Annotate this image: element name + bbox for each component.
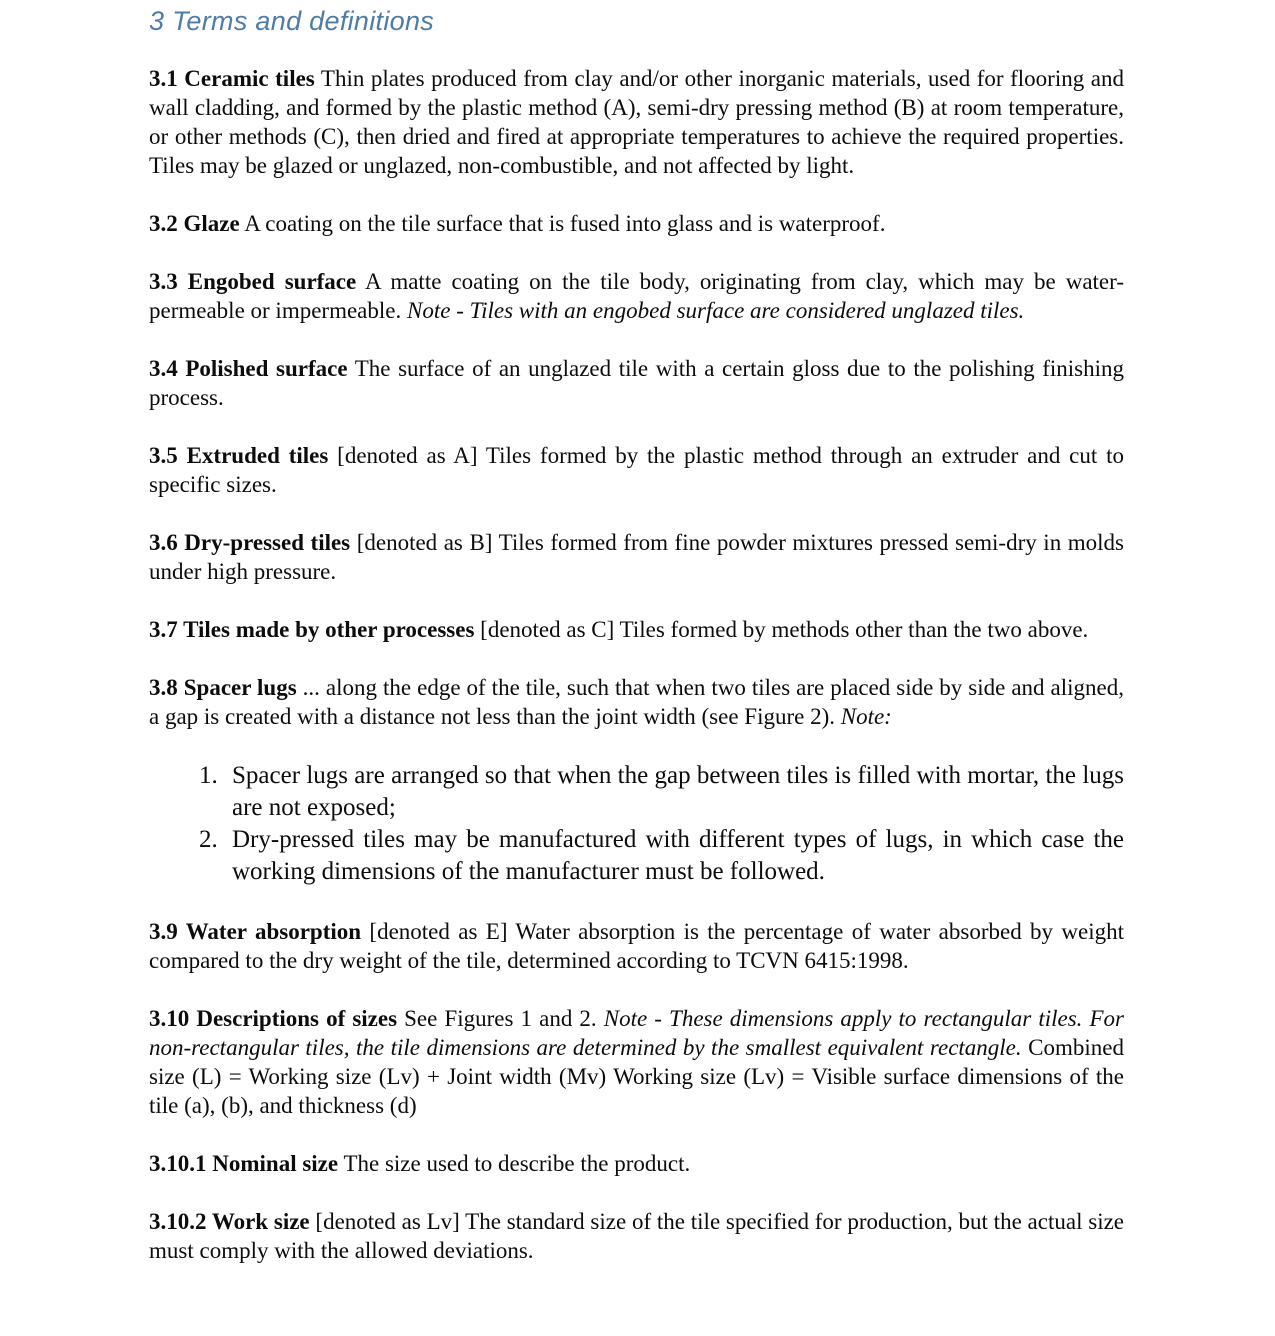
- definition-text-3-10: See Figures 1 and 2.: [404, 1006, 597, 1031]
- term-3-1: 3.1 Ceramic tiles: [149, 66, 315, 91]
- term-3-2: 3.2 Glaze: [149, 211, 240, 236]
- term-3-10: 3.10 Descriptions of sizes: [149, 1006, 398, 1031]
- definition-3-9: [149, 917, 1124, 975]
- definition-3-10-1: [149, 1149, 1124, 1178]
- definition-3-6: [149, 528, 1124, 586]
- list-item: 1. Spacer lugs are arranged so that when the gap between tiles is filled with mortar, the lugs are not exposed;: [224, 760, 1124, 824]
- spacer-lugs-notes-list: [149, 760, 1124, 888]
- term-3-8: 3.8 Spacer lugs: [149, 675, 297, 700]
- definition-text-3-10-2: [denoted as Lv] The standard size of the tile specified for production, but the actual size must comply with the allowed deviations.: [149, 1209, 1124, 1263]
- definition-text-3-9: [denoted as E] Water absorption is the percentage of water absorbed by weight compared to the dry weight of the tile, determined according to TCVN 6415:1998.: [149, 919, 1125, 973]
- term-3-7: 3.7 Tiles made by other processes: [149, 617, 475, 642]
- definition-3-8: [149, 673, 1124, 731]
- definition-note-3-8: Note:: [840, 704, 892, 729]
- term-3-5: 3.5 Extruded tiles: [149, 443, 329, 468]
- definition-note-3-10: Note - These dimensions apply to rectangular tiles. For non-rectangular tiles, the tile dimensions are determined by the smallest equivalent rectangle.: [149, 1006, 1125, 1060]
- definition-3-10: [149, 1004, 1124, 1120]
- definition-text-3-6: [denoted as B] Tiles formed from fine powder mixtures pressed semi-dry in molds under high pressure.: [149, 530, 1124, 584]
- definition-3-10-2: [149, 1207, 1124, 1265]
- definition-text-3-3: A matte coating on the tile body, originating from clay, which may be water-permeable or impermeable.: [149, 269, 1124, 323]
- definition-text-3-1: Thin plates produced from clay and/or other inorganic materials, used for flooring and wall cladding, and formed by the plastic method (A), semi-dry pressing method (B) at room temperature, or other methods (C), then dried and fired at appropriate temperatures to achieve the required properties. Tiles may be glazed or unglazed, non-combustible, and not affected by light.: [149, 66, 1124, 178]
- definition-note-3-3: Note - Tiles with an engobed surface are considered unglazed tiles.: [407, 298, 1025, 323]
- definition-text-3-2: A coating on the tile surface that is fused into glass and is waterproof.: [244, 211, 886, 236]
- definition-3-1: [149, 64, 1124, 180]
- definition-text-3-4: The surface of an unglazed tile with a certain gloss due to the polishing finishing process.: [149, 356, 1125, 410]
- definition-3-5: [149, 441, 1124, 499]
- definition-text2-3-10: Combined size (L) = Working size (Lv) + Joint width (Mv) Working size (Lv) = Visible surface dimensions of the tile (a), (b), and thickness (d): [149, 1035, 1124, 1118]
- term-3-3: 3.3 Engobed surface: [149, 269, 357, 294]
- term-3-10-1: 3.10.1 Nominal size: [149, 1151, 339, 1176]
- definition-3-4: [149, 354, 1124, 412]
- definition-3-7: [149, 615, 1124, 644]
- list-item: 2. Dry-pressed tiles may be manufactured with different types of lugs, in which case the working dimensions of the manufacturer must be followed.: [224, 824, 1124, 888]
- definition-text-3-8: ... along the edge of the tile, such that when two tiles are placed side by side and aligned, a gap is created with a distance not less than the joint width (see Figure 2).: [149, 675, 1124, 729]
- definition-text-3-7: [denoted as C] Tiles formed by methods other than the two above.: [480, 617, 1089, 642]
- section-heading: 3 Terms and definitions: [149, 6, 435, 36]
- definition-text-3-5: [denoted as A] Tiles formed by the plastic method through an extruder and cut to specific sizes.: [149, 443, 1124, 497]
- definition-3-2: [149, 209, 1124, 238]
- definition-text-3-10-1: The size used to describe the product.: [343, 1151, 691, 1176]
- definition-3-3: [149, 267, 1124, 325]
- term-3-9: 3.9 Water absorption: [149, 919, 362, 944]
- term-3-10-2: 3.10.2 Work size: [149, 1209, 310, 1234]
- term-3-6: 3.6 Dry-pressed tiles: [149, 530, 351, 555]
- term-3-4: 3.4 Polished surface: [149, 356, 348, 381]
